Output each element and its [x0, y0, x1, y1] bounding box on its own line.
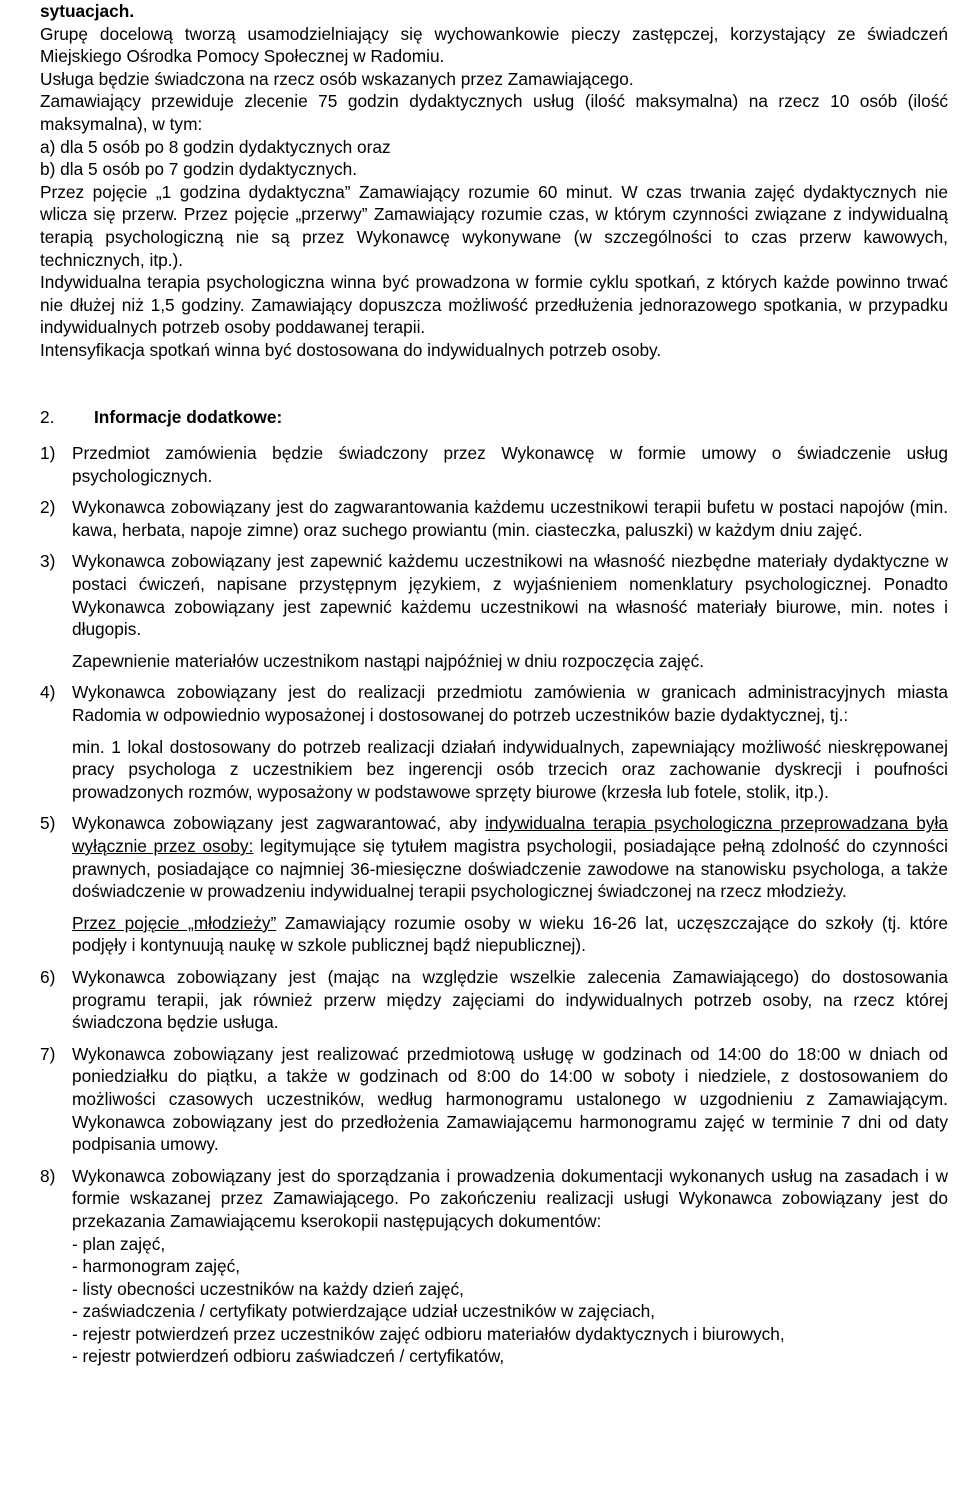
- intro-paragraph: a) dla 5 osób po 8 godzin dydaktycznych oraz: [40, 136, 391, 157]
- document-list-entry: - harmonogram zajęć,: [72, 1256, 241, 1277]
- list-item: [40, 1165, 948, 1368]
- list-item: [40, 966, 948, 1034]
- item-text: Wykonawca zobowiązany jest do realizacji przedmiotu zamówienia w granicach administracyjnych miasta Radomia w odpowiednio wyposażonej i dostosowanej do potrzeb uczestników bazie dydaktycznej, tj.:: [72, 682, 948, 726]
- underlined-phrase: Przez pojęcie „młodzieży”: [72, 912, 277, 933]
- underlined-phrase: indywidualna terapia psychologiczna przeprowadzana była wyłącznie przez osoby:: [72, 813, 948, 856]
- item-text: Wykonawca zobowiązany jest do zagwarantowania każdemu uczestnikowi terapii bufetu w postaci napojów (min. kawa, herbata, napoje zimne) oraz suchego prowiantu (min. ciasteczka, paluszki) w każdym dniu zajęć.: [72, 497, 948, 540]
- item-number: 1): [40, 443, 56, 464]
- document-list-entry: - rejestr potwierdzeń przez uczestników zajęć odbioru materiałów dydaktycznych i biurowych,: [72, 1323, 785, 1344]
- list-item: [40, 812, 948, 957]
- item-text: Wykonawca zobowiązany jest (mając na względzie wszelkie zalecenia Zamawiającego) do dostosowania programu terapii, jak również przerw między zajęciami do indywidualnych potrzeb osoby, na rzecz której świadczona będzie usługa.: [72, 966, 948, 1033]
- document-list-entry: - plan zajęć,: [72, 1233, 166, 1254]
- item-text-part: Wykonawca zobowiązany jest zagwarantować, aby: [72, 813, 486, 834]
- item-number: 7): [40, 1043, 56, 1064]
- list-item: [40, 681, 948, 803]
- intro-line: sytuacjach.: [40, 1, 135, 21]
- section-heading: [40, 406, 948, 429]
- item-number: 3): [40, 551, 56, 572]
- intro-paragraph: b) dla 5 osób po 7 godzin dydaktycznych.: [40, 159, 358, 180]
- item-subparagraph: Zapewnienie materiałów uczestnikom nastąpi najpóźniej w dniu rozpoczęcia zajęć.: [72, 650, 705, 671]
- section-title: Informacje dodatkowe:: [94, 406, 283, 427]
- item-number: 2): [40, 497, 56, 518]
- list-item: [40, 550, 948, 672]
- item-number: 8): [40, 1165, 56, 1186]
- document-list-entry: - listy obecności uczestników na każdy dzień zajęć,: [72, 1278, 464, 1299]
- item-text: Wykonawca zobowiązany jest realizować przedmiotową usługę w godzinach od 14:00 do 18:00 w dniach od poniedziałku do piątku, a także w godzinach od 8:00 do 14:00 w soboty i niedziele, z dostosowaniem do możliwości czasowych uczestników, według harmonogramu ustalonego w uzgodnieniu z Zamawiającym. Wykonawca zobowiązany jest do przedłożenia Zamawiającemu harmonogramu zajęć w terminie 7 dni od daty podpisania umowy.: [72, 1043, 948, 1155]
- list-item: [40, 496, 948, 541]
- intro-paragraph: Zamawiający przewiduje zlecenie 75 godzin dydaktycznych usług (ilość maksymalna) na rzecz 10 osób (ilość maksymalna), w tym:: [40, 91, 948, 134]
- item-number: 6): [40, 966, 56, 987]
- item-text: Wykonawca zobowiązany jest zapewnić każdemu uczestnikowi na własność niezbędne materiały dydaktyczne w postaci ćwiczeń, napisane przystępnym językiem, z wyjaśnieniem nomenklatury psychologicznej. Ponadto Wykonawca zobowiązany jest zapewnić każdemu uczestnikowi na własność materiały biurowe, min. notes i długopis.: [72, 551, 948, 640]
- intro-paragraph: Grupę docelową tworzą usamodzielniający się wychowankowie pieczy zastępczej, korzystający ze świadczeń Miejskiego Ośrodka Pomocy Społecznej w Radomiu.: [40, 23, 948, 67]
- item-text: Wykonawca zobowiązany jest do sporządzania i prowadzenia dokumentacji wykonanych usług na zasadach i w formie wskazanej przez Zamawiającego. Po zakończeniu realizacji usługi Wykonawca zobowiązany jest do przekazania Zamawiającemu kserokopii następujących dokumentów:: [72, 1165, 948, 1231]
- section-number: 2.: [40, 406, 55, 427]
- list-item: [40, 442, 948, 487]
- intro-paragraph: Usługa będzie świadczona na rzecz osób wskazanych przez Zamawiającego.: [40, 68, 634, 89]
- document-list-entry: - rejestr potwierdzeń odbioru zaświadczeń / certyfikatów,: [72, 1346, 505, 1367]
- item-number: 4): [40, 682, 56, 703]
- intro-paragraph: Intensyfikacja spotkań winna być dostosowana do indywidualnych potrzeb osoby.: [40, 339, 662, 360]
- item-text-part: Zamawiający rozumie osoby w wieku 16-26 lat, uczęszczające do szkoły (tj. które podjęły i kontynuują naukę w szkole publicznej bądź niepublicznej).: [72, 912, 949, 956]
- item-subparagraph: [72, 912, 948, 957]
- item-text: [72, 812, 948, 902]
- document-list-entry: - zaświadczenia / certyfikaty potwierdzające udział uczestników w zajęciach,: [72, 1301, 656, 1322]
- item-number: 5): [40, 813, 56, 834]
- item-text-part: legitymujące się tytułem magistra psychologii, posiadające pełną zdolność do czynności prawnych, posiadające co najmniej 36-miesięczne doświadczenie zawodowe na stanowisku psychologa, a także doświadczenie w prowadzeniu indywidualnej terapii psychologicznej świadczonej na rzecz młodzieży.: [72, 836, 948, 902]
- list-item: [40, 1043, 948, 1156]
- document-page: [40, 0, 948, 1368]
- item-text: Przedmiot zamówienia będzie świadczony przez Wykonawcę w formie umowy o świadczenie usług psychologicznych.: [72, 443, 948, 486]
- item-subparagraph: min. 1 lokal dostosowany do potrzeb realizacji działań indywidualnych, zapewniający możliwość nieskrępowanej pracy psychologa z uczestnikiem bez ingerencji osób trzecich oraz zachowanie dyskrecji i poufności prowadzonych rozmów, wyposażony w podstawowe sprzęty biurowe (krzesła lub fotele, stolik, itp.).: [72, 736, 948, 802]
- intro-paragraph: Indywidualna terapia psychologiczna winna być prowadzona w formie cyklu spotkań, z których każde powinno trwać nie dłużej niż 1,5 godziny. Zamawiający dopuszcza możliwość przedłużenia jednorazowego spotkania, w przypadku indywidualnych potrzeb osoby poddawanej terapii.: [40, 272, 948, 338]
- intro-paragraph: Przez pojęcie „1 godzina dydaktyczna” Zamawiający rozumie 60 minut. W czas trwania zajęć dydaktycznych nie wlicza się przerw. Przez pojęcie „przerwy” Zamawiający rozumie czas, w którym czynności związane z indywidualną terapią psychologiczną nie są przez Wykonawcę wykonywane (w szczególności to czas przerw kawowych, technicznych, itp.).: [40, 181, 948, 270]
